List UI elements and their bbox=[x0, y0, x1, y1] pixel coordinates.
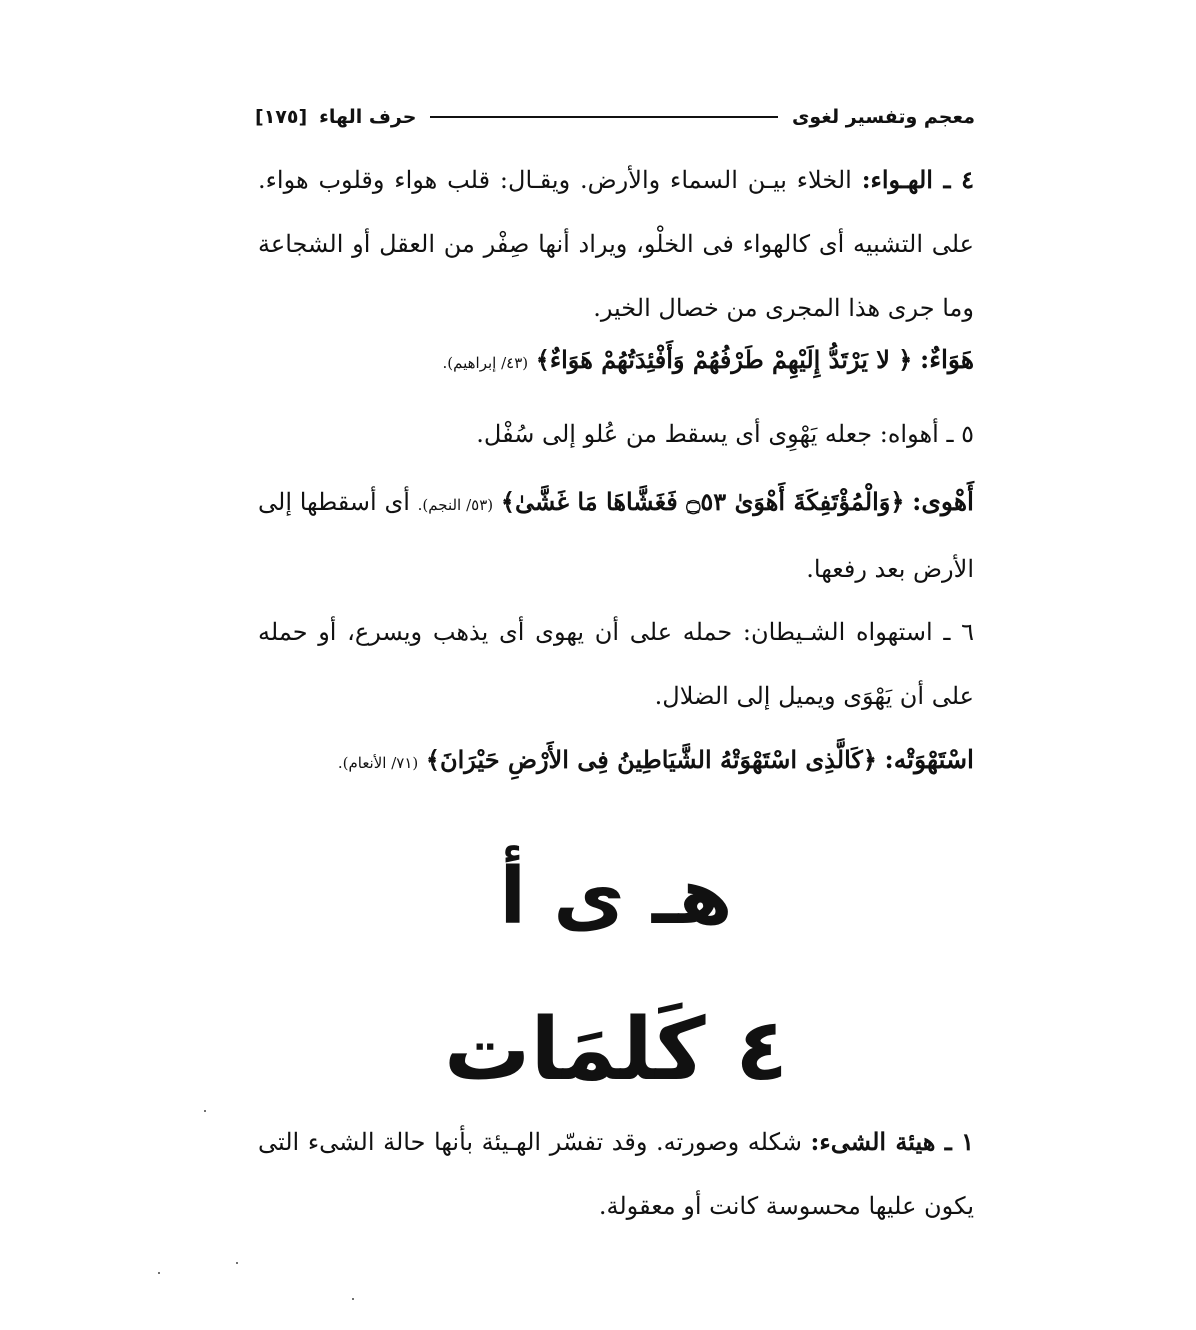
entry-term: ١ ـ هيئة الشىء: bbox=[810, 1127, 974, 1156]
quran-citation-3 bbox=[258, 738, 974, 785]
paragraph-text: ٥ ـ أهواه: جعله يَهْوِى أى يسقط من عُلو إلى سُفْل. bbox=[476, 420, 974, 448]
paragraph-4 bbox=[258, 148, 974, 340]
paragraph-1 bbox=[258, 1110, 974, 1238]
book-title: معجم وتفسير لغوى bbox=[791, 106, 975, 128]
ayah-text: ﴿كَالَّذِى اسْتَهْوَتْهُ الشَّيَاطِينُ فِى الأَرْضِ حَيْرَانَ﴾ bbox=[425, 745, 877, 774]
paragraph-text: ٦ ـ استهواه الشـيطان: حمله على أن يهوى أى يذهب ويسرع، أو حمله على أن يَهْوَى ويميل إلى الضلال. bbox=[258, 618, 974, 710]
ayah-text: ﴿وَالْمُؤْتَفِكَةَ أَهْوَىٰ ۝٥٣ فَغَشَّاهَا مَا غَشَّىٰ﴾ bbox=[500, 487, 905, 516]
scan-speck bbox=[352, 1298, 354, 1300]
entry-term: ٤ ـ الهـواء: bbox=[861, 165, 974, 194]
paragraph-text: الخلاء بيـن السماء والأرض. ويقـال: قلب هواء وقلوب هواء. على التشبيه أى كالهواء فى الخلْو، ويراد أنها صِفْر من العقل أو الشجاعة وما جرى هذا المجرى من خصال الخير. bbox=[258, 166, 974, 322]
ayah-reference: (٥٣/ النجم). bbox=[417, 496, 494, 514]
ayah-reference: (٧١/ الأنعام). bbox=[337, 754, 419, 772]
scan-speck bbox=[158, 1272, 160, 1274]
header-rule bbox=[430, 116, 778, 118]
quran-citation-2 bbox=[258, 470, 974, 601]
word-count-heading: ٤ كَلمَات bbox=[444, 1000, 788, 1100]
cited-word: هَوَاءٌ: bbox=[919, 345, 974, 374]
cited-word: اسْتَهْوَتْه: bbox=[884, 745, 974, 774]
ayah-reference: (٤٣/ إبراهيم). bbox=[442, 354, 529, 372]
scan-speck bbox=[236, 1262, 238, 1264]
paragraph-text: شكله وصورته. وقد تفسّر الهـيئة بأنها حالة الشىء التى يكون عليها محسوسة كانت أو معقولة. bbox=[258, 1128, 974, 1220]
page-number: [١٧٥] bbox=[255, 106, 308, 128]
paragraph-6 bbox=[258, 600, 974, 728]
scan-speck bbox=[204, 1110, 206, 1112]
section-title: حرف الهاء bbox=[319, 106, 417, 128]
paragraph-text: أى أسقطها إلى الأرض بعد رفعها. bbox=[258, 488, 974, 583]
quran-citation-1 bbox=[258, 338, 974, 385]
ayah-text: ﴿ لا يَرْتَدُّ إِلَيْهِمْ طَرْفُهُمْ وَأَفْئِدَتُهُمْ هَوَاءٌ﴾ bbox=[535, 345, 913, 374]
running-header bbox=[255, 100, 975, 134]
cited-word: أَهْوى: bbox=[912, 487, 974, 516]
root-heading: هـ ى أ bbox=[499, 852, 733, 942]
paragraph-5 bbox=[258, 402, 974, 466]
